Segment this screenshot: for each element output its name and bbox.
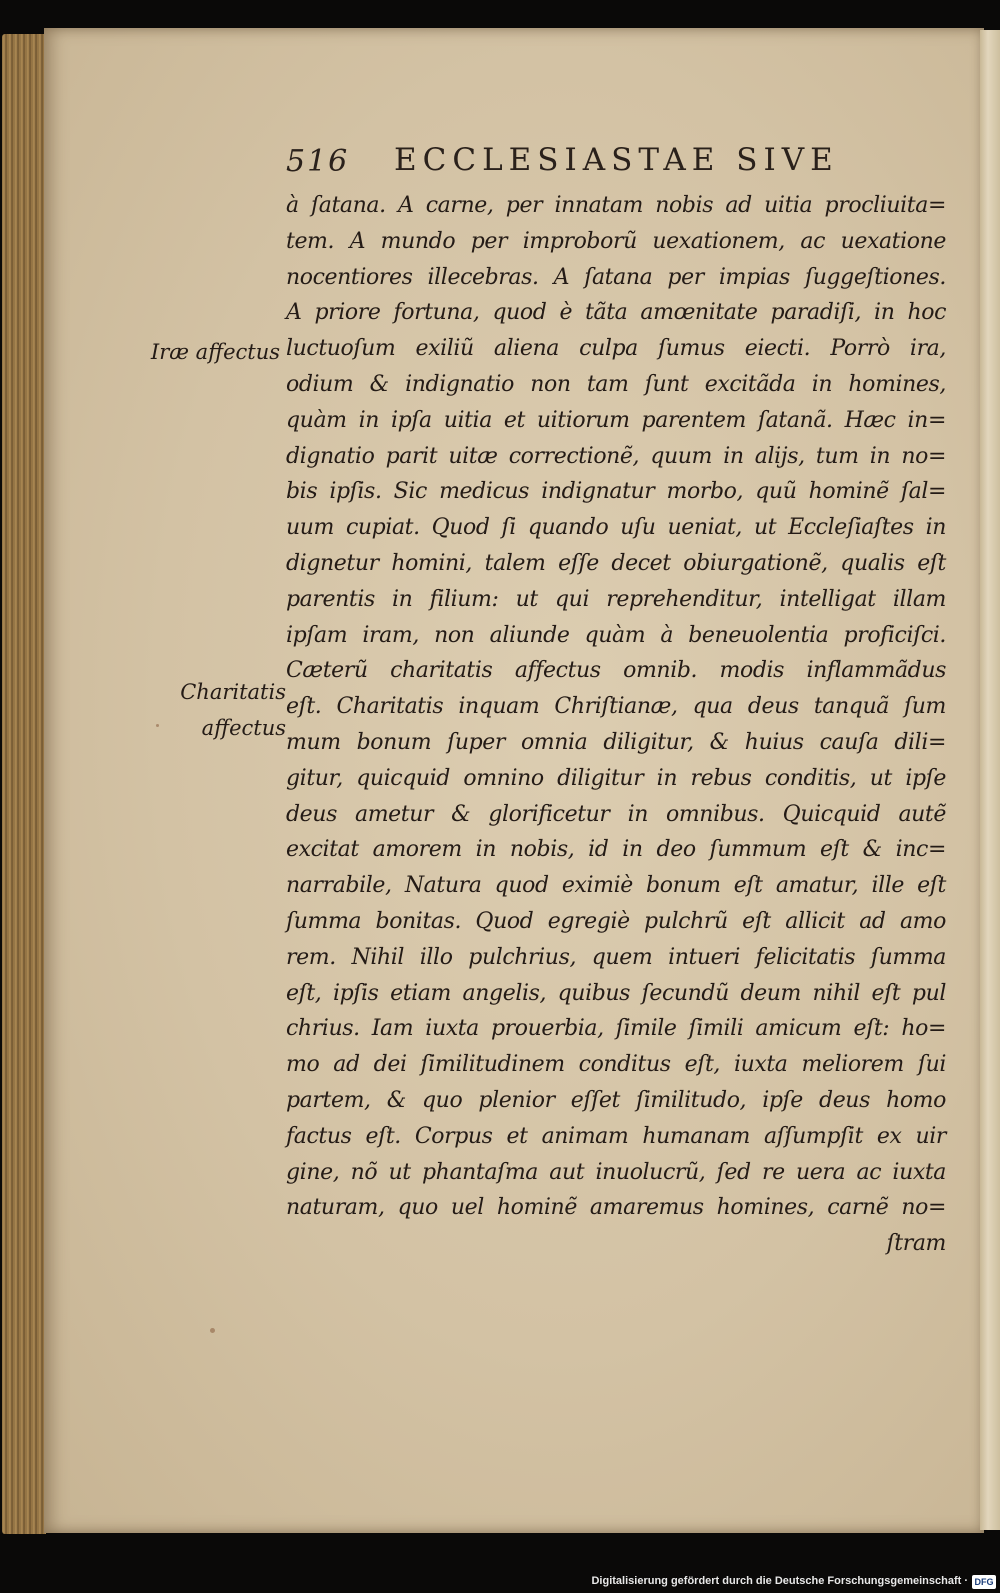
text-line: mum bonum ſuper omnia diligitur, & huius cauſa dili= — [286, 729, 946, 755]
text-line: dignatio parit uitæ correctionẽ, quum in alijs, tum in no= — [286, 443, 946, 469]
text-line: factus eſt. Corpus et animam humanam aſſumpſit ex uir — [286, 1123, 946, 1149]
marginal-note-affectus: affectus — [201, 716, 286, 740]
text-line: mo ad dei ſimilitudinem conditus eſt, iuxta meliorem ſui — [286, 1052, 946, 1078]
text-line: gine, nõ ut phantaſma aut inuolucrũ, ſed re uera ac iuxta — [286, 1159, 946, 1185]
text-line: gitur, quicquid omnino diligitur in rebus conditis, ut ipſe — [286, 765, 946, 791]
text-line: rem. Nihil illo pulchrius, quem intueri felicitatis ſumma — [286, 944, 946, 970]
text-line: naturam, quo uel hominẽ amaremus homines, carnẽ no= — [286, 1195, 946, 1221]
text-line: odium & indignatio non tam ſunt excitãda in homines, — [286, 371, 946, 397]
text-line: ipſam iram, non aliunde quàm à beneuolentia proficiſci. — [286, 622, 946, 648]
running-title: ECCLESIASTAE SIVE — [394, 142, 839, 178]
text-line: Cæterũ charitatis affectus omnib. modis inflammãdus — [286, 658, 946, 684]
text-line: bis ipſis. Sic medicus indignatur morbo, quũ hominẽ ſal= — [286, 479, 946, 505]
body-text — [286, 188, 946, 1262]
text-line: dignetur homini, talem eſſe decet obiurgationẽ, qualis eſt — [286, 550, 946, 576]
text-line: parentis in filium: ut qui reprehenditur, intelligat illam — [286, 586, 946, 612]
text-line: eſt. Charitatis inquam Chriſtianæ, qua deus tanquã ſum — [286, 694, 946, 720]
text-line: partem, & quo plenior eſſet ſimilitudo, ipſe deus homo — [286, 1087, 946, 1113]
digitization-credit-bar — [0, 1572, 1000, 1593]
text-line: luctuoſum exiliũ aliena culpa ſumus eiecti. Porrò ira, — [286, 336, 946, 362]
text-line: quàm in ipſa uitia et uitiorum parentem ſatanã. Hæc in= — [286, 407, 946, 433]
paper-stain — [210, 1328, 215, 1333]
text-line: eſt, ipſis etiam angelis, quibus ſecundũ deum nihil eſt pul — [286, 980, 946, 1006]
text-line: nocentiores illecebras. A ſatana per impias ſuggeſtiones. — [286, 264, 946, 290]
page-number: 516 — [286, 144, 350, 179]
text-line: excitat amorem in nobis, id in deo ſummum eſt & inc= — [286, 837, 946, 863]
marginal-note-ira: Iræ affectus — [150, 340, 280, 364]
text-line: à ſatana. A carne, per innatam nobis ad uitia procliuita= — [286, 193, 946, 218]
catchword: ſtram — [886, 1231, 946, 1257]
text-line: chrius. Iam iuxta prouerbia, ſimile ſimili amicum eſt: ho= — [286, 1016, 946, 1042]
text-line: uum cupiat. Quod ſi quando uſu ueniat, ut Eccleſiaſtes in — [286, 515, 946, 541]
digitization-credit: Digitalisierung gefördert durch die Deutsche Forschungsgemeinschaft · — [591, 1575, 968, 1587]
text-line: deus ametur & glorificetur in omnibus. Quicquid autẽ — [286, 801, 946, 827]
text-line: narrabile, Natura quod eximiè bonum eſt amatur, ille eſt — [286, 873, 946, 899]
text-line: ſumma bonitas. Quod egregiè pulchrũ eſt allicit ad amo — [286, 908, 946, 934]
marginal-note-charitatis: Charitatis — [180, 680, 286, 704]
text-line: A priore fortuna, quod è tãta amœnitate paradiſi, in hoc — [286, 300, 946, 326]
dfg-logo: DFG — [972, 1575, 996, 1589]
text-line: tem. A mundo per improborũ uexationem, ac uexatione — [286, 228, 946, 254]
gilded-page-edges — [2, 34, 46, 1534]
facing-leaf-edge — [980, 30, 1000, 1530]
running-head — [286, 140, 886, 184]
